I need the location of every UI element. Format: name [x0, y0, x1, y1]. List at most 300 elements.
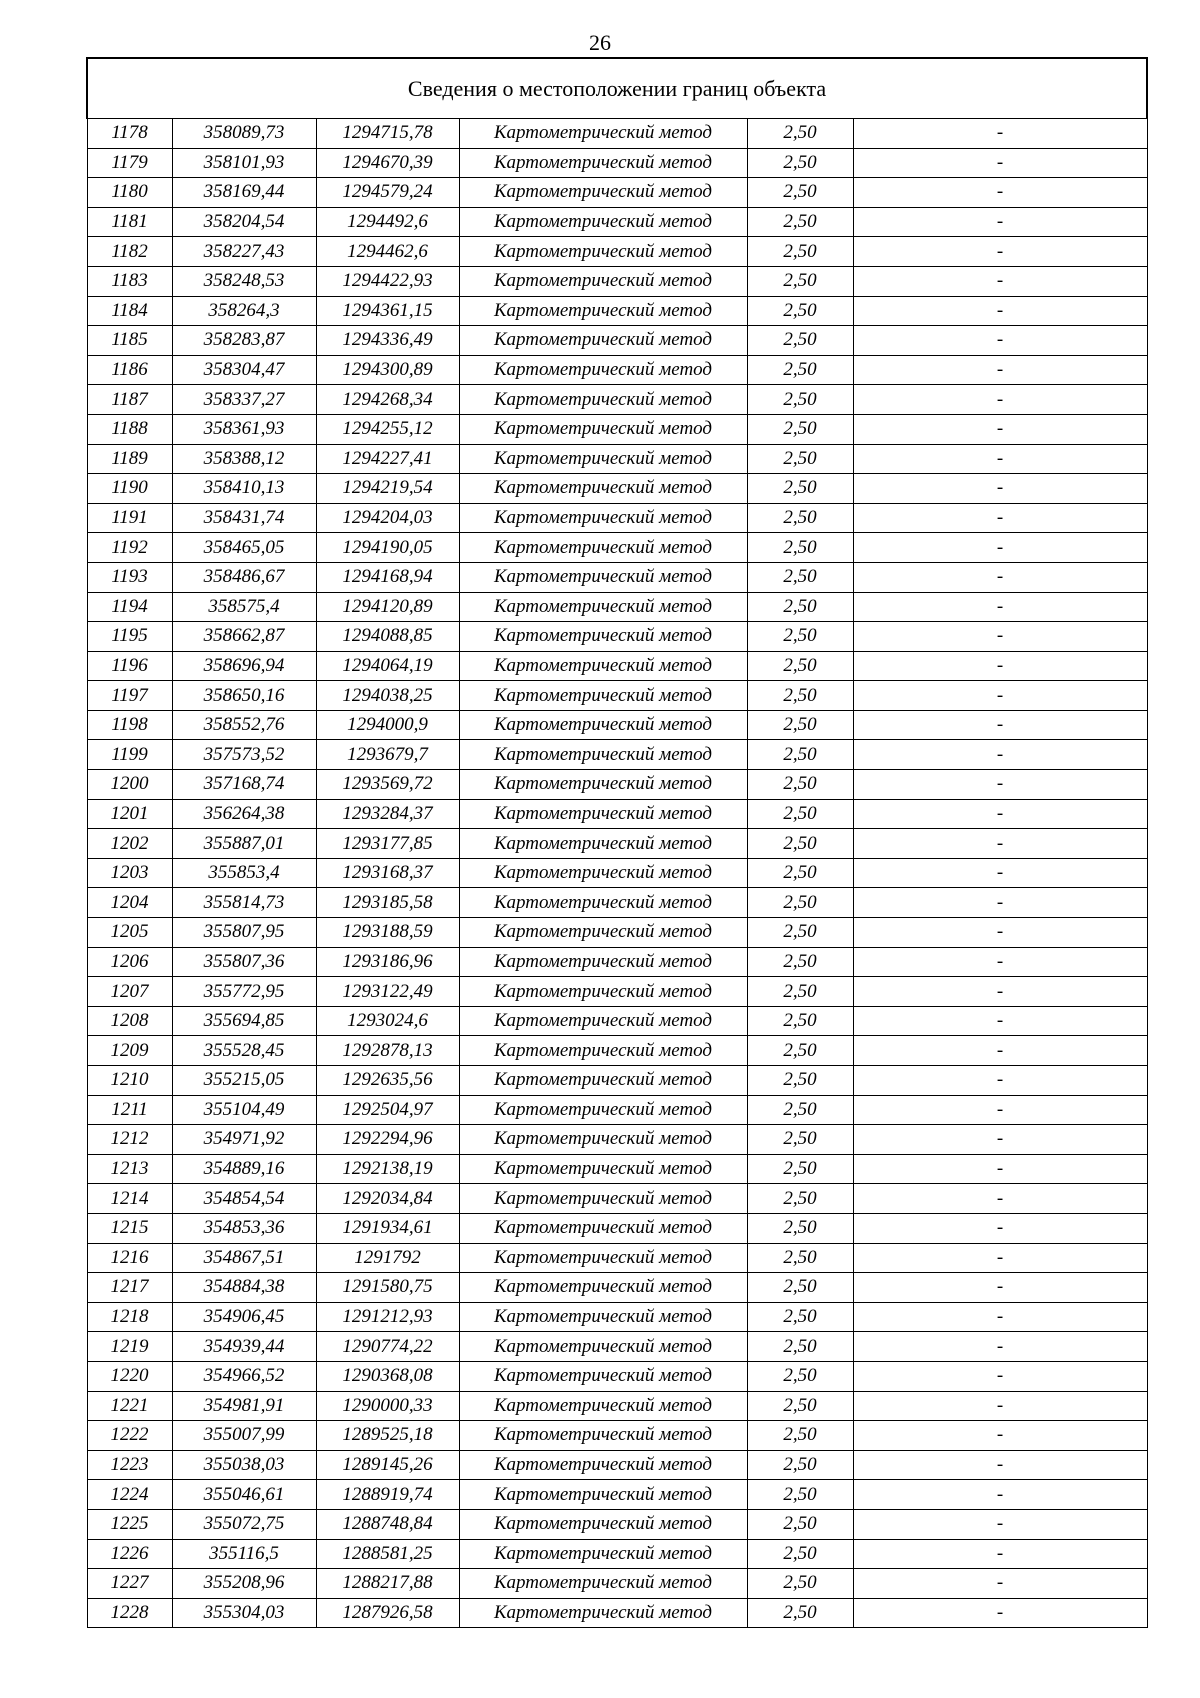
table-row	[87, 355, 1147, 385]
accuracy-cell: 2,50	[747, 1184, 853, 1214]
method-cell: Картометрический метод	[459, 1361, 747, 1391]
table-row	[87, 1302, 1147, 1332]
accuracy-cell: 2,50	[747, 1569, 853, 1599]
method-cell: Картометрический метод	[459, 681, 747, 711]
accuracy-cell: 2,50	[747, 296, 853, 326]
note-cell: -	[853, 977, 1147, 1007]
method-cell: Картометрический метод	[459, 385, 747, 415]
method-cell: Картометрический метод	[459, 592, 747, 622]
note-cell: -	[853, 1066, 1147, 1096]
point-number-cell: 1211	[87, 1095, 172, 1125]
note-cell: -	[853, 1036, 1147, 1066]
point-number-cell: 1195	[87, 622, 172, 652]
method-cell: Картометрический метод	[459, 1036, 747, 1066]
note-cell: -	[853, 148, 1147, 178]
method-cell: Картометрический метод	[459, 296, 747, 326]
table-row	[87, 592, 1147, 622]
accuracy-cell: 2,50	[747, 888, 853, 918]
note-cell: -	[853, 947, 1147, 977]
method-cell: Картометрический метод	[459, 1095, 747, 1125]
x-coordinate-cell: 358650,16	[172, 681, 316, 711]
y-coordinate-cell: 1292504,97	[316, 1095, 459, 1125]
table-row	[87, 1154, 1147, 1184]
table-row	[87, 1095, 1147, 1125]
accuracy-cell: 2,50	[747, 474, 853, 504]
x-coordinate-cell: 358337,27	[172, 385, 316, 415]
method-cell: Картометрический метод	[459, 977, 747, 1007]
x-coordinate-cell: 354853,36	[172, 1213, 316, 1243]
point-number-cell: 1191	[87, 503, 172, 533]
x-coordinate-cell: 358410,13	[172, 474, 316, 504]
point-number-cell: 1210	[87, 1066, 172, 1096]
method-cell: Картометрический метод	[459, 237, 747, 267]
note-cell: -	[853, 1539, 1147, 1569]
accuracy-cell: 2,50	[747, 977, 853, 1007]
note-cell: -	[853, 1421, 1147, 1451]
x-coordinate-cell: 355007,99	[172, 1421, 316, 1451]
x-coordinate-cell: 355072,75	[172, 1509, 316, 1539]
x-coordinate-cell: 355038,03	[172, 1450, 316, 1480]
note-cell: -	[853, 681, 1147, 711]
y-coordinate-cell: 1288217,88	[316, 1569, 459, 1599]
accuracy-cell: 2,50	[747, 562, 853, 592]
accuracy-cell: 2,50	[747, 1361, 853, 1391]
x-coordinate-cell: 358465,05	[172, 533, 316, 563]
y-coordinate-cell: 1293679,7	[316, 740, 459, 770]
note-cell: -	[853, 829, 1147, 859]
method-cell: Картометрический метод	[459, 1480, 747, 1510]
table-row	[87, 1361, 1147, 1391]
y-coordinate-cell: 1293284,37	[316, 799, 459, 829]
point-number-cell: 1219	[87, 1332, 172, 1362]
x-coordinate-cell: 354867,51	[172, 1243, 316, 1273]
point-number-cell: 1187	[87, 385, 172, 415]
y-coordinate-cell: 1293122,49	[316, 977, 459, 1007]
method-cell: Картометрический метод	[459, 1421, 747, 1451]
y-coordinate-cell: 1294120,89	[316, 592, 459, 622]
point-number-cell: 1200	[87, 770, 172, 800]
table-row	[87, 681, 1147, 711]
y-coordinate-cell: 1294715,78	[316, 119, 459, 149]
accuracy-cell: 2,50	[747, 414, 853, 444]
y-coordinate-cell: 1294255,12	[316, 414, 459, 444]
method-cell: Картометрический метод	[459, 1332, 747, 1362]
table-row	[87, 385, 1147, 415]
x-coordinate-cell: 358696,94	[172, 651, 316, 681]
accuracy-cell: 2,50	[747, 1273, 853, 1303]
y-coordinate-cell: 1294336,49	[316, 326, 459, 356]
point-number-cell: 1224	[87, 1480, 172, 1510]
x-coordinate-cell: 358089,73	[172, 119, 316, 149]
y-coordinate-cell: 1291934,61	[316, 1213, 459, 1243]
note-cell: -	[853, 562, 1147, 592]
method-cell: Картометрический метод	[459, 1598, 747, 1628]
x-coordinate-cell: 355116,5	[172, 1539, 316, 1569]
point-number-cell: 1197	[87, 681, 172, 711]
note-cell: -	[853, 266, 1147, 296]
method-cell: Картометрический метод	[459, 1273, 747, 1303]
note-cell: -	[853, 474, 1147, 504]
y-coordinate-cell: 1294000,9	[316, 710, 459, 740]
method-cell: Картометрический метод	[459, 1066, 747, 1096]
table-row	[87, 710, 1147, 740]
y-coordinate-cell: 1292635,56	[316, 1066, 459, 1096]
note-cell: -	[853, 1125, 1147, 1155]
x-coordinate-cell: 355887,01	[172, 829, 316, 859]
y-coordinate-cell: 1294268,34	[316, 385, 459, 415]
table-row	[87, 266, 1147, 296]
x-coordinate-cell: 355304,03	[172, 1598, 316, 1628]
y-coordinate-cell: 1292294,96	[316, 1125, 459, 1155]
x-coordinate-cell: 357168,74	[172, 770, 316, 800]
point-number-cell: 1189	[87, 444, 172, 474]
boundary-coordinates-table	[86, 57, 1148, 1628]
accuracy-cell: 2,50	[747, 858, 853, 888]
method-cell: Картометрический метод	[459, 1509, 747, 1539]
x-coordinate-cell: 355528,45	[172, 1036, 316, 1066]
accuracy-cell: 2,50	[747, 1539, 853, 1569]
table-row	[87, 651, 1147, 681]
point-number-cell: 1223	[87, 1450, 172, 1480]
x-coordinate-cell: 357573,52	[172, 740, 316, 770]
table-row	[87, 1450, 1147, 1480]
note-cell: -	[853, 1273, 1147, 1303]
point-number-cell: 1194	[87, 592, 172, 622]
y-coordinate-cell: 1294670,39	[316, 148, 459, 178]
point-number-cell: 1181	[87, 207, 172, 237]
method-cell: Картометрический метод	[459, 533, 747, 563]
point-number-cell: 1206	[87, 947, 172, 977]
method-cell: Картометрический метод	[459, 503, 747, 533]
note-cell: -	[853, 1361, 1147, 1391]
x-coordinate-cell: 358388,12	[172, 444, 316, 474]
x-coordinate-cell: 355208,96	[172, 1569, 316, 1599]
y-coordinate-cell: 1293188,59	[316, 918, 459, 948]
table-row	[87, 1332, 1147, 1362]
point-number-cell: 1228	[87, 1598, 172, 1628]
point-number-cell: 1220	[87, 1361, 172, 1391]
accuracy-cell: 2,50	[747, 1421, 853, 1451]
point-number-cell: 1196	[87, 651, 172, 681]
accuracy-cell: 2,50	[747, 1302, 853, 1332]
y-coordinate-cell: 1291212,93	[316, 1302, 459, 1332]
point-number-cell: 1227	[87, 1569, 172, 1599]
note-cell: -	[853, 1184, 1147, 1214]
note-cell: -	[853, 918, 1147, 948]
table-row	[87, 1006, 1147, 1036]
x-coordinate-cell: 355807,36	[172, 947, 316, 977]
x-coordinate-cell: 356264,38	[172, 799, 316, 829]
table-row	[87, 977, 1147, 1007]
x-coordinate-cell: 354884,38	[172, 1273, 316, 1303]
y-coordinate-cell: 1290000,33	[316, 1391, 459, 1421]
method-cell: Картометрический метод	[459, 414, 747, 444]
accuracy-cell: 2,50	[747, 1332, 853, 1362]
y-coordinate-cell: 1289525,18	[316, 1421, 459, 1451]
point-number-cell: 1186	[87, 355, 172, 385]
accuracy-cell: 2,50	[747, 119, 853, 149]
accuracy-cell: 2,50	[747, 1125, 853, 1155]
table-row	[87, 1391, 1147, 1421]
y-coordinate-cell: 1294492,6	[316, 207, 459, 237]
table-body	[87, 58, 1147, 1628]
note-cell: -	[853, 414, 1147, 444]
note-cell: -	[853, 1332, 1147, 1362]
accuracy-cell: 2,50	[747, 1598, 853, 1628]
table-row	[87, 1273, 1147, 1303]
x-coordinate-cell: 355215,05	[172, 1066, 316, 1096]
method-cell: Картометрический метод	[459, 947, 747, 977]
accuracy-cell: 2,50	[747, 799, 853, 829]
note-cell: -	[853, 1154, 1147, 1184]
point-number-cell: 1221	[87, 1391, 172, 1421]
note-cell: -	[853, 1391, 1147, 1421]
table-row	[87, 858, 1147, 888]
x-coordinate-cell: 355046,61	[172, 1480, 316, 1510]
accuracy-cell: 2,50	[747, 1243, 853, 1273]
method-cell: Картометрический метод	[459, 918, 747, 948]
y-coordinate-cell: 1287926,58	[316, 1598, 459, 1628]
method-cell: Картометрический метод	[459, 622, 747, 652]
y-coordinate-cell: 1293569,72	[316, 770, 459, 800]
y-coordinate-cell: 1294361,15	[316, 296, 459, 326]
note-cell: -	[853, 444, 1147, 474]
note-cell: -	[853, 888, 1147, 918]
note-cell: -	[853, 1243, 1147, 1273]
x-coordinate-cell: 358227,43	[172, 237, 316, 267]
y-coordinate-cell: 1294422,93	[316, 266, 459, 296]
method-cell: Картометрический метод	[459, 651, 747, 681]
table-row	[87, 1509, 1147, 1539]
y-coordinate-cell: 1288581,25	[316, 1539, 459, 1569]
method-cell: Картометрический метод	[459, 710, 747, 740]
y-coordinate-cell: 1292034,84	[316, 1184, 459, 1214]
y-coordinate-cell: 1294579,24	[316, 178, 459, 208]
x-coordinate-cell: 358283,87	[172, 326, 316, 356]
x-coordinate-cell: 355853,4	[172, 858, 316, 888]
y-coordinate-cell: 1291580,75	[316, 1273, 459, 1303]
method-cell: Картометрический метод	[459, 562, 747, 592]
accuracy-cell: 2,50	[747, 740, 853, 770]
accuracy-cell: 2,50	[747, 710, 853, 740]
table-row	[87, 148, 1147, 178]
x-coordinate-cell: 358431,74	[172, 503, 316, 533]
note-cell: -	[853, 326, 1147, 356]
point-number-cell: 1185	[87, 326, 172, 356]
x-coordinate-cell: 354971,92	[172, 1125, 316, 1155]
x-coordinate-cell: 355814,73	[172, 888, 316, 918]
point-number-cell: 1183	[87, 266, 172, 296]
x-coordinate-cell: 354981,91	[172, 1391, 316, 1421]
note-cell: -	[853, 1450, 1147, 1480]
y-coordinate-cell: 1294219,54	[316, 474, 459, 504]
method-cell: Картометрический метод	[459, 119, 747, 149]
x-coordinate-cell: 355104,49	[172, 1095, 316, 1125]
point-number-cell: 1207	[87, 977, 172, 1007]
x-coordinate-cell: 358248,53	[172, 266, 316, 296]
table-row	[87, 1480, 1147, 1510]
point-number-cell: 1203	[87, 858, 172, 888]
table-row	[87, 119, 1147, 149]
accuracy-cell: 2,50	[747, 947, 853, 977]
method-cell: Картометрический метод	[459, 1006, 747, 1036]
accuracy-cell: 2,50	[747, 770, 853, 800]
note-cell: -	[853, 858, 1147, 888]
y-coordinate-cell: 1288748,84	[316, 1509, 459, 1539]
y-coordinate-cell: 1293186,96	[316, 947, 459, 977]
point-number-cell: 1204	[87, 888, 172, 918]
x-coordinate-cell: 358304,47	[172, 355, 316, 385]
method-cell: Картометрический метод	[459, 1243, 747, 1273]
method-cell: Картометрический метод	[459, 474, 747, 504]
table-row	[87, 1243, 1147, 1273]
point-number-cell: 1201	[87, 799, 172, 829]
y-coordinate-cell: 1293185,58	[316, 888, 459, 918]
accuracy-cell: 2,50	[747, 178, 853, 208]
note-cell: -	[853, 592, 1147, 622]
method-cell: Картометрический метод	[459, 148, 747, 178]
accuracy-cell: 2,50	[747, 1154, 853, 1184]
note-cell: -	[853, 503, 1147, 533]
note-cell: -	[853, 119, 1147, 149]
table-row	[87, 1598, 1147, 1628]
point-number-cell: 1222	[87, 1421, 172, 1451]
y-coordinate-cell: 1293168,37	[316, 858, 459, 888]
note-cell: -	[853, 385, 1147, 415]
table-row	[87, 444, 1147, 474]
method-cell: Картометрический метод	[459, 178, 747, 208]
y-coordinate-cell: 1294227,41	[316, 444, 459, 474]
table-row	[87, 207, 1147, 237]
table-row	[87, 829, 1147, 859]
method-cell: Картометрический метод	[459, 888, 747, 918]
x-coordinate-cell: 358486,67	[172, 562, 316, 592]
y-coordinate-cell: 1294168,94	[316, 562, 459, 592]
y-coordinate-cell: 1294064,19	[316, 651, 459, 681]
accuracy-cell: 2,50	[747, 592, 853, 622]
note-cell: -	[853, 1006, 1147, 1036]
accuracy-cell: 2,50	[747, 1450, 853, 1480]
note-cell: -	[853, 622, 1147, 652]
method-cell: Картометрический метод	[459, 799, 747, 829]
point-number-cell: 1179	[87, 148, 172, 178]
x-coordinate-cell: 358552,76	[172, 710, 316, 740]
table-row	[87, 503, 1147, 533]
table-row	[87, 1066, 1147, 1096]
table-row	[87, 562, 1147, 592]
note-cell: -	[853, 207, 1147, 237]
y-coordinate-cell: 1293177,85	[316, 829, 459, 859]
x-coordinate-cell: 358575,4	[172, 592, 316, 622]
note-cell: -	[853, 710, 1147, 740]
note-cell: -	[853, 1569, 1147, 1599]
table-row	[87, 1125, 1147, 1155]
method-cell: Картометрический метод	[459, 1213, 747, 1243]
table-row	[87, 740, 1147, 770]
x-coordinate-cell: 358204,54	[172, 207, 316, 237]
accuracy-cell: 2,50	[747, 503, 853, 533]
method-cell: Картометрический метод	[459, 1302, 747, 1332]
note-cell: -	[853, 770, 1147, 800]
accuracy-cell: 2,50	[747, 326, 853, 356]
table-title: Сведения о местоположении границ объекта	[87, 58, 1147, 119]
note-cell: -	[853, 1480, 1147, 1510]
y-coordinate-cell: 1293024,6	[316, 1006, 459, 1036]
table-row	[87, 888, 1147, 918]
point-number-cell: 1180	[87, 178, 172, 208]
table-row	[87, 799, 1147, 829]
point-number-cell: 1202	[87, 829, 172, 859]
point-number-cell: 1226	[87, 1539, 172, 1569]
table-row	[87, 622, 1147, 652]
y-coordinate-cell: 1294038,25	[316, 681, 459, 711]
point-number-cell: 1213	[87, 1154, 172, 1184]
y-coordinate-cell: 1294462,6	[316, 237, 459, 267]
table-row	[87, 1569, 1147, 1599]
accuracy-cell: 2,50	[747, 444, 853, 474]
point-number-cell: 1215	[87, 1213, 172, 1243]
accuracy-cell: 2,50	[747, 1509, 853, 1539]
table-row	[87, 918, 1147, 948]
point-number-cell: 1212	[87, 1125, 172, 1155]
x-coordinate-cell: 354854,54	[172, 1184, 316, 1214]
table-row	[87, 237, 1147, 267]
method-cell: Картометрический метод	[459, 829, 747, 859]
x-coordinate-cell: 355807,95	[172, 918, 316, 948]
y-coordinate-cell: 1294190,05	[316, 533, 459, 563]
x-coordinate-cell: 358361,93	[172, 414, 316, 444]
accuracy-cell: 2,50	[747, 1213, 853, 1243]
table-row	[87, 770, 1147, 800]
method-cell: Картометрический метод	[459, 1125, 747, 1155]
table-row	[87, 1184, 1147, 1214]
accuracy-cell: 2,50	[747, 829, 853, 859]
y-coordinate-cell: 1294204,03	[316, 503, 459, 533]
method-cell: Картометрический метод	[459, 740, 747, 770]
accuracy-cell: 2,50	[747, 1036, 853, 1066]
point-number-cell: 1214	[87, 1184, 172, 1214]
point-number-cell: 1225	[87, 1509, 172, 1539]
accuracy-cell: 2,50	[747, 681, 853, 711]
accuracy-cell: 2,50	[747, 207, 853, 237]
accuracy-cell: 2,50	[747, 1480, 853, 1510]
y-coordinate-cell: 1289145,26	[316, 1450, 459, 1480]
note-cell: -	[853, 1509, 1147, 1539]
x-coordinate-cell: 354939,44	[172, 1332, 316, 1362]
note-cell: -	[853, 1213, 1147, 1243]
accuracy-cell: 2,50	[747, 622, 853, 652]
x-coordinate-cell: 355772,95	[172, 977, 316, 1007]
note-cell: -	[853, 740, 1147, 770]
method-cell: Картометрический метод	[459, 1184, 747, 1214]
y-coordinate-cell: 1290774,22	[316, 1332, 459, 1362]
point-number-cell: 1184	[87, 296, 172, 326]
table-row	[87, 474, 1147, 504]
y-coordinate-cell: 1294300,89	[316, 355, 459, 385]
x-coordinate-cell: 355694,85	[172, 1006, 316, 1036]
note-cell: -	[853, 533, 1147, 563]
table-row	[87, 947, 1147, 977]
y-coordinate-cell: 1294088,85	[316, 622, 459, 652]
x-coordinate-cell: 358169,44	[172, 178, 316, 208]
point-number-cell: 1192	[87, 533, 172, 563]
note-cell: -	[853, 799, 1147, 829]
y-coordinate-cell: 1290368,08	[316, 1361, 459, 1391]
page-number: 26	[589, 30, 611, 55]
accuracy-cell: 2,50	[747, 533, 853, 563]
accuracy-cell: 2,50	[747, 1066, 853, 1096]
point-number-cell: 1199	[87, 740, 172, 770]
